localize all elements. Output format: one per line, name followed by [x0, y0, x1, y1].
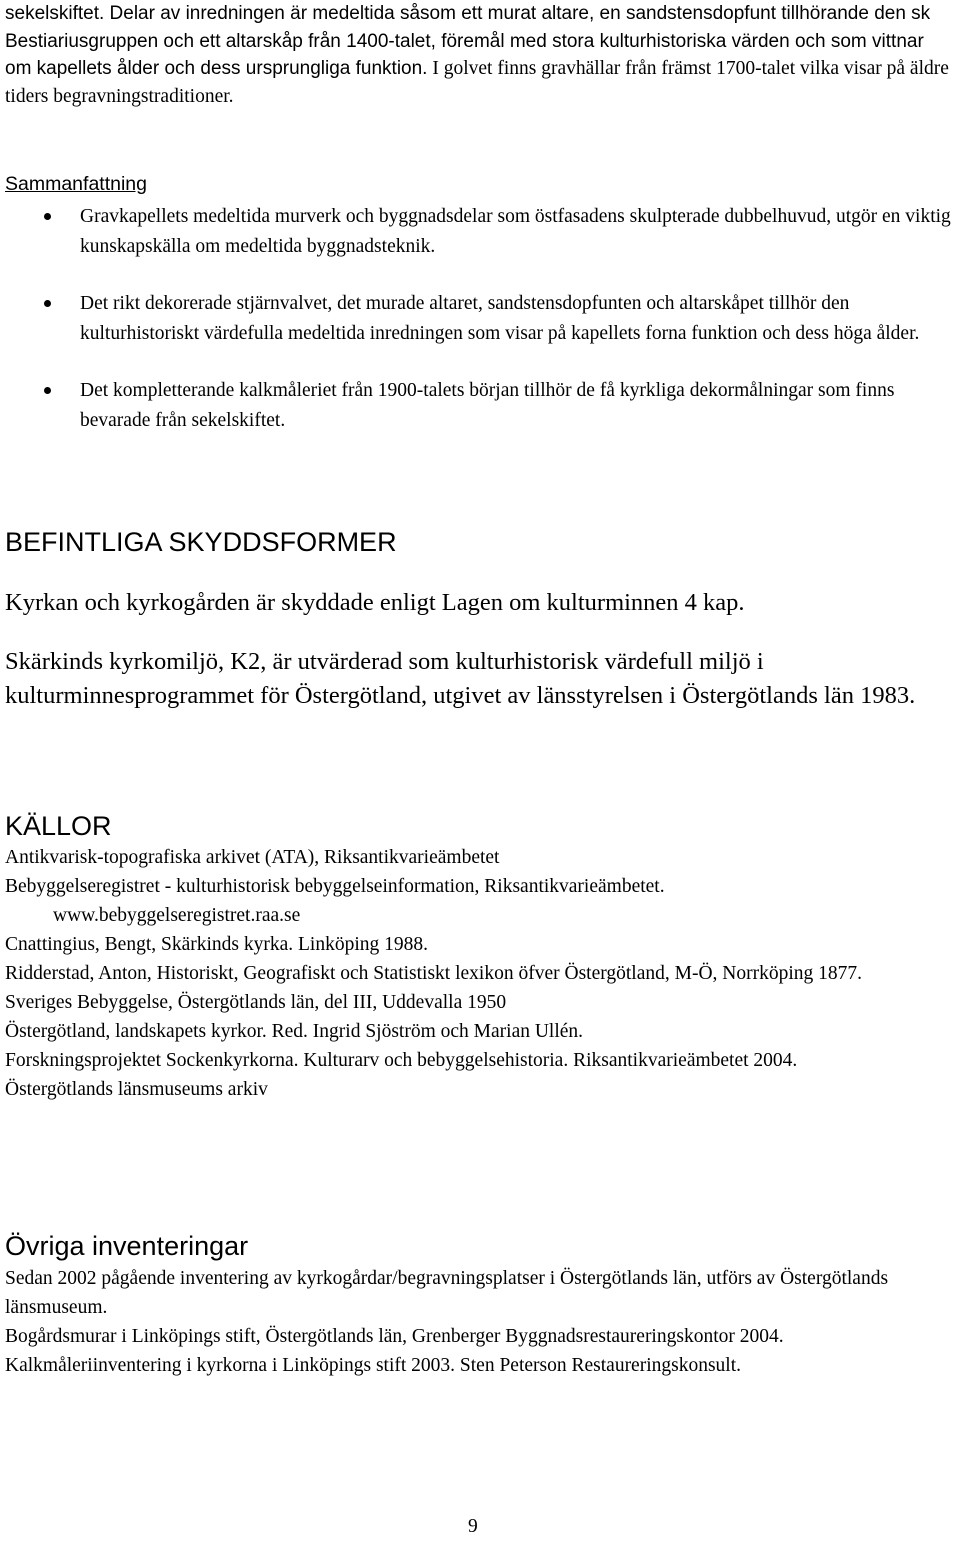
- sources-list: [5, 843, 960, 1104]
- bullet-icon: [44, 213, 51, 220]
- intro-text-1: sekelskiftet. Delar av inredningen är medeltida såsom ett murat altare, en sandstensdopfunt tillhörande den sk Bestiariusgruppen och ett altarskåp från 1400-talet, föremål med stora kulturhistoriska värden och som vittnar om kapellets ålder och dess ursprungliga funktion.: [5, 3, 931, 79]
- summary-heading: Sammanfattning: [5, 173, 147, 195]
- bullet-text: Det rikt dekorerade stjärnvalvet, det murade altaret, sandstensdopfunten och altarskåpet tillhör den kulturhistoriskt värdefulla medeltida inredningen som visar på kapellets forna funktion och dess höga ålder.: [80, 293, 920, 344]
- bullet-text: Det kompletterande kalkmåleriet från 1900-talets början tillhör de få kyrkliga dekormålningar som finns bevarade från sekelskiftet.: [80, 380, 895, 431]
- list-item: [5, 901, 960, 930]
- protection-heading: BEFINTLIGA SKYDDSFORMER: [5, 527, 397, 557]
- bullet-icon: [44, 300, 51, 307]
- list-item: Bebyggelseregistret - kulturhistorisk bebyggelseinformation, Riksantikvarieämbetet.: [5, 876, 665, 897]
- source-url: www.bebyggelseregistret.raa.se: [53, 905, 301, 926]
- sources-heading: KÄLLOR: [5, 811, 112, 841]
- list-item: Kalkmåleriinventering i kyrkorna i Linköpings stift 2003. Sten Peterson Restaureringskonsult.: [5, 1355, 742, 1376]
- list-item: [5, 289, 955, 348]
- page-number: 9: [468, 1516, 478, 1537]
- list-item: Bogårdsmurar i Linköpings stift, Östergötlands län, Grenberger Byggnadsrestaureringskontor 2004.: [5, 1326, 784, 1347]
- list-item: Cnattingius, Bengt, Skärkinds kyrka. Linköping 1988.: [5, 934, 429, 955]
- list-item: Sedan 2002 pågående inventering av kyrkogårdar/begravningsplatser i Östergötlands län, utförs av Östergötlands länsmuseum.: [5, 1268, 889, 1318]
- other-inventories-heading: Övriga inventeringar: [5, 1231, 249, 1261]
- list-item: Forskningsprojektet Sockenkyrkorna. Kulturarv och bebyggelsehistoria. Riksantikvarieämbetet 2004.: [5, 1050, 798, 1071]
- bullet-icon: [44, 387, 51, 394]
- other-inventories-list: [5, 1264, 960, 1380]
- list-item: Östergötlands länsmuseums arkiv: [5, 1079, 268, 1100]
- bullet-text: Gravkapellets medeltida murverk och byggnadsdelar som östfasadens skulpterade dubbelhuvud, utgör en viktig kunskapskälla om medeltida byggnadsteknik.: [80, 206, 951, 257]
- list-item: [5, 202, 955, 261]
- list-item: Antikvarisk-topografiska arkivet (ATA), Riksantikvarieämbetet: [5, 847, 500, 868]
- protection-paragraph-1: Kyrkan och kyrkogården är skyddade enligt Lagen om kulturminnen 4 kap.: [5, 589, 745, 616]
- list-item: Östergötland, landskapets kyrkor. Red. Ingrid Sjöström och Marian Ullén.: [5, 1021, 584, 1042]
- intro-text-2: I golvet finns gravhällar från främst 1700-talet vilka visar på äldre tiders begravningstraditioner.: [5, 58, 949, 107]
- list-item: [5, 376, 955, 435]
- summary-list: [5, 202, 955, 463]
- list-item: Ridderstad, Anton, Historiskt, Geografiskt och Statistiskt lexikon öfver Östergötland, M-Ö, Norrköping 1877.: [5, 963, 863, 984]
- list-item: Sveriges Bebyggelse, Östergötlands län, del III, Uddevalla 1950: [5, 992, 507, 1013]
- intro-paragraph: [5, 0, 955, 110]
- protection-paragraph-2: Skärkinds kyrkomiljö, K2, är utvärderad som kulturhistorisk värdefull miljö i kulturminnesprogrammet för Östergötland, utgivet av länsstyrelsen i Östergötlands län 1983.: [5, 648, 916, 709]
